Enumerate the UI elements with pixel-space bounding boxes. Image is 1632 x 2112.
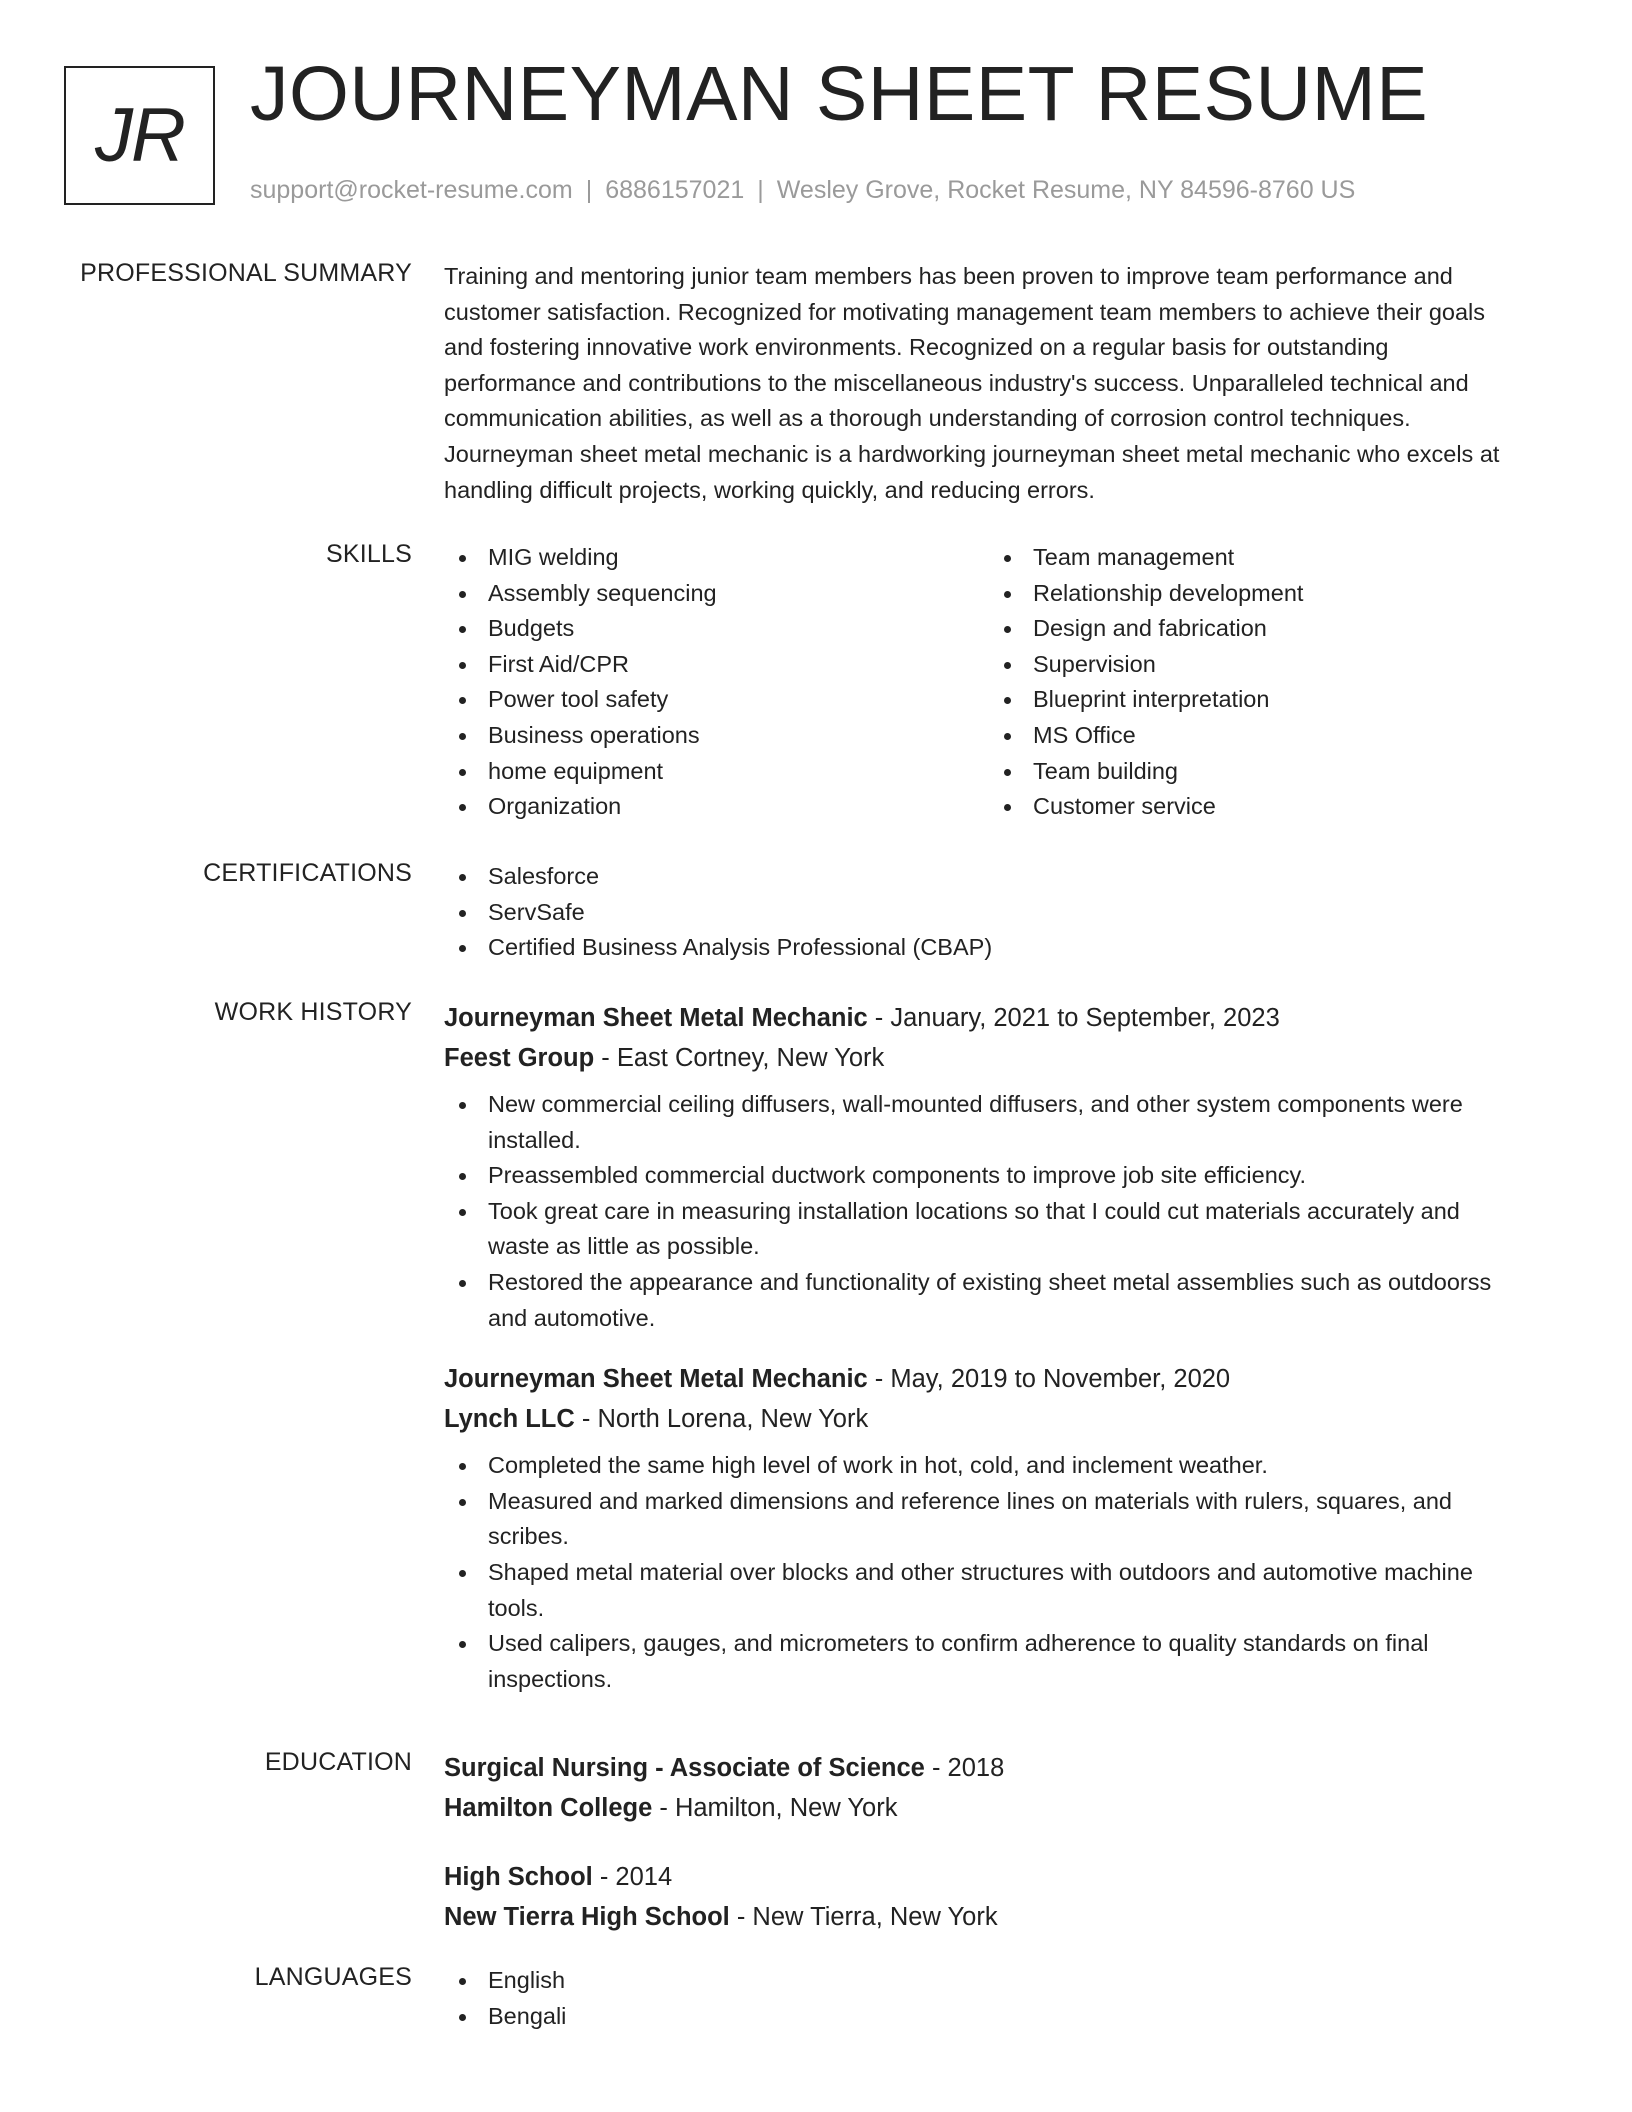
education-degree-line [444,1857,1564,1897]
skill-item: Supervision [989,647,1534,683]
work-history-body [444,998,1564,1697]
skill-item: Customer service [989,789,1534,825]
summary-line: communication abilities, as well as a thorough understanding of corrosion control techniques. [444,405,1411,432]
education-location: - New Tierra, New York [729,1903,998,1931]
section-label-languages: LANGUAGES [254,1963,412,1991]
contact-separator: | [757,176,764,204]
education-entry [444,1748,1564,1828]
job-dates: - January, 2021 to September, 2023 [867,1004,1280,1032]
section-label-skills: SKILLS [326,540,412,568]
bullet-line: Preassembled commercial ductwork components to improve job site efficiency. [488,1162,1307,1189]
job-bullet [444,1555,1564,1626]
job-bullet [444,1626,1564,1697]
job-bullet [444,1194,1564,1265]
bullet-line: Measured and marked dimensions and reference lines on materials with rulers, squares, and [488,1487,1452,1514]
skill-item: Organization [444,789,989,825]
education-degree-line [444,1748,1564,1788]
bullet-line: Restored the appearance and functionality of existing sheet metal assemblies such as outdoorss [488,1268,1492,1295]
job-company: Feest Group [444,1044,595,1072]
summary-body [444,259,1564,508]
job-bullet [444,1158,1564,1194]
bullet-line: installed. [488,1126,581,1153]
job-company: Lynch LLC [444,1405,575,1434]
certification-item: Salesforce [444,859,1564,895]
bullet-line: Took great care in measuring installation locations so that I could cut materials accurately and [488,1197,1460,1224]
section-label-summary: PROFESSIONAL SUMMARY [80,259,412,287]
skill-item: MIG welding [444,540,989,576]
job-bullet [444,1484,1564,1555]
bullet-line: waste as little as possible. [488,1233,760,1260]
certification-item: Certified Business Analysis Professional (CBAP) [444,930,1564,966]
job-title: Journeyman Sheet Metal Mechanic [444,1365,868,1394]
skill-item: Relationship development [989,576,1534,612]
summary-line: Training and mentoring junior team members has been proven to improve team performance and [444,263,1453,289]
education-school-line [444,1897,1564,1937]
summary-line: performance and contributions to the miscellaneous industry's success. Unparalleled technical and [444,369,1469,396]
skill-item: Team management [989,540,1534,576]
skills-body [444,540,1564,825]
certifications-body [444,859,1564,966]
languages-body [444,1963,1564,2034]
summary-line: handling difficult projects, working quickly, and reducing errors. [444,476,1095,503]
education-school: Hamilton College [444,1794,653,1822]
education-location: - Hamilton, New York [652,1794,898,1822]
skill-item: Blueprint interpretation [989,682,1534,718]
contact-line [250,176,1355,205]
education-entry [444,1857,1564,1937]
section-label-certifications: CERTIFICATIONS [203,859,412,887]
language-item: English [444,1963,1564,1999]
language-item: Bengali [444,1999,1564,2035]
bullet-line: Completed the same high level of work in hot, cold, and inclement weather. [488,1452,1268,1479]
job-dates: - May, 2019 to November, 2020 [867,1365,1231,1394]
bullet-line: tools. [488,1594,545,1621]
education-body [444,1748,1564,1937]
contact-phone: 6886157021 [605,176,745,204]
skill-item: Assembly sequencing [444,576,989,612]
job-bullet [444,1448,1564,1484]
summary-line: customer satisfaction. Recognized for motivating management team members to achieve their goals [444,298,1486,325]
job-bullet [444,1087,1564,1158]
job-title: Journeyman Sheet Metal Mechanic [444,1004,868,1032]
job-bullets [444,1087,1564,1336]
contact-separator: | [585,176,593,204]
languages-list [444,1963,1564,2034]
job-title-line [444,998,1564,1038]
bullet-line: scribes. [488,1523,569,1550]
bullet-line: Used calipers, gauges, and micrometers to confirm adherence to quality standards on final [488,1630,1429,1657]
certifications-list [444,859,1564,966]
skill-item: Business operations [444,718,989,754]
job-entry [444,1359,1564,1697]
education-degree: High School [444,1863,593,1891]
job-location: - East Cortney, New York [594,1044,885,1072]
skill-item: Design and fabrication [989,611,1534,647]
skills-list-right [989,540,1534,825]
job-location: - North Lorena, New York [574,1405,869,1434]
section-label-work-history: WORK HISTORY [214,998,412,1026]
bullet-line: inspections. [488,1665,613,1692]
bullet-line: and automotive. [488,1304,656,1331]
job-entry [444,998,1564,1336]
education-school: New Tierra High School [444,1903,730,1931]
education-school-line [444,1788,1564,1828]
skill-item: First Aid/CPR [444,647,989,683]
resume-name: JOURNEYMAN SHEET RESUME [250,51,1429,137]
education-degree: Surgical Nursing - Associate of Science [444,1754,925,1782]
certification-item: ServSafe [444,895,1564,931]
skills-list-left [444,540,989,825]
bullet-line: Shaped metal material over blocks and other structures with outdoors and automotive machine [488,1558,1473,1585]
skill-item: MS Office [989,718,1534,754]
skill-item: home equipment [444,754,989,790]
education-year: - 2014 [592,1863,673,1891]
bullet-line: New commercial ceiling diffusers, wall-mounted diffusers, and other system components were [488,1091,1463,1117]
job-title-line [444,1359,1564,1399]
job-bullet [444,1265,1564,1336]
monogram-badge: JR [64,66,215,205]
job-bullets [444,1448,1564,1697]
contact-email: support@rocket-resume.com [250,176,573,204]
contact-address: Wesley Grove, Rocket Resume, NY 84596-8760 US [776,176,1356,204]
section-label-education: EDUCATION [264,1748,412,1776]
skill-item: Power tool safety [444,682,989,718]
summary-line: and fostering innovative work environments. Recognized on a regular basis for outstanding [444,334,1389,361]
skill-item: Budgets [444,611,989,647]
job-company-line [444,1038,1564,1078]
summary-line: Journeyman sheet metal mechanic is a hardworking journeyman sheet metal mechanic who excels at [444,440,1500,467]
education-year: - 2018 [924,1754,1005,1782]
skill-item: Team building [989,754,1534,790]
job-company-line [444,1399,1564,1439]
